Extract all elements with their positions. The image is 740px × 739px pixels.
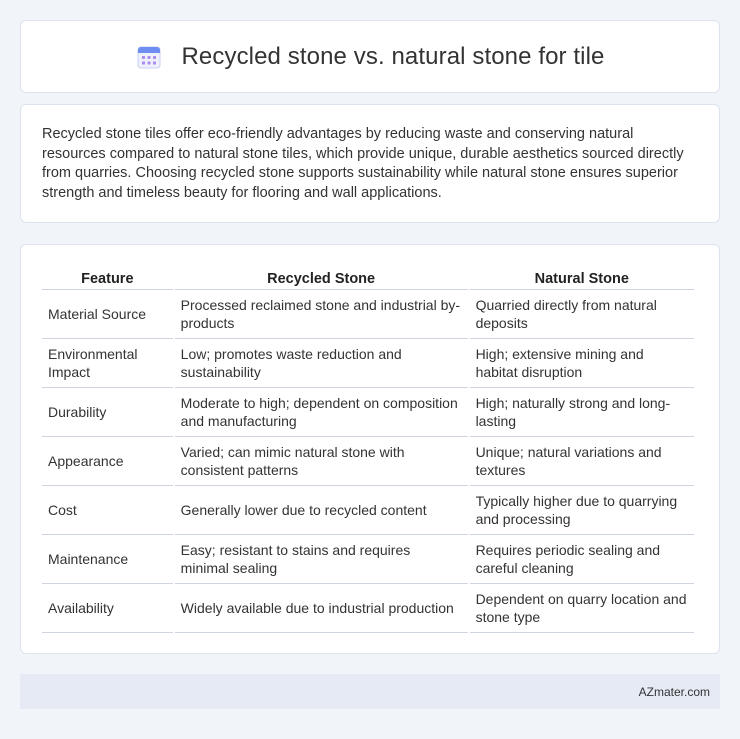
column-header-natural-stone: Natural Stone	[470, 266, 694, 290]
natural-stone-cell: High; naturally strong and long-lasting	[470, 388, 694, 437]
footer	[20, 674, 720, 709]
recycled-stone-cell: Low; promotes waste reduction and sustainability	[175, 339, 468, 388]
table-row	[42, 388, 694, 437]
feature-cell: Environmental Impact	[42, 339, 173, 388]
recycled-stone-cell: Moderate to high; dependent on composition and manufacturing	[175, 388, 468, 437]
recycled-stone-cell: Varied; can mimic natural stone with consistent patterns	[175, 437, 468, 486]
feature-cell: Appearance	[42, 437, 173, 486]
natural-stone-cell: Dependent on quarry location and stone type	[470, 584, 694, 633]
column-header-recycled-stone: Recycled Stone	[175, 266, 468, 290]
table-row	[42, 535, 694, 584]
feature-cell: Material Source	[42, 290, 173, 339]
natural-stone-cell: Quarried directly from natural deposits	[470, 290, 694, 339]
table-row	[42, 437, 694, 486]
feature-cell: Maintenance	[42, 535, 173, 584]
natural-stone-cell: Requires periodic sealing and careful cleaning	[470, 535, 694, 584]
recycled-stone-cell: Processed reclaimed stone and industrial by-products	[175, 290, 468, 339]
feature-cell: Cost	[42, 486, 173, 535]
comparison-table-card	[20, 244, 720, 654]
comparison-table	[40, 266, 696, 633]
footer-brand[interactable]: AZmater.com	[638, 684, 710, 699]
table-header-row	[42, 266, 694, 290]
table-row	[42, 339, 694, 388]
natural-stone-cell: Unique; natural variations and textures	[470, 437, 694, 486]
recycled-stone-cell: Generally lower due to recycled content	[175, 486, 468, 535]
natural-stone-cell: High; extensive mining and habitat disruption	[470, 339, 694, 388]
table-row	[42, 290, 694, 339]
natural-stone-cell: Typically higher due to quarrying and processing	[470, 486, 694, 535]
table-row	[42, 584, 694, 633]
intro-card	[20, 104, 720, 223]
feature-cell: Availability	[42, 584, 173, 633]
intro-paragraph: Recycled stone tiles offer eco-friendly advantages by reducing waste and conserving natural resources compared to natural stone tiles, which provide unique, durable aesthetics sourced directly from quarries. Choosing recycled stone supports sustainability while natural stone ensures superior strength and timeless beauty for flooring and wall applications.	[42, 126, 684, 201]
title-card	[20, 20, 720, 93]
recycled-stone-cell: Widely available due to industrial production	[175, 584, 468, 633]
column-header-feature: Feature	[42, 266, 173, 290]
calendar-icon	[136, 44, 162, 70]
recycled-stone-cell: Easy; resistant to stains and requires minimal sealing	[175, 535, 468, 584]
table-row	[42, 486, 694, 535]
page-title: Recycled stone vs. natural stone for tile	[181, 42, 605, 70]
feature-cell: Durability	[42, 388, 173, 437]
